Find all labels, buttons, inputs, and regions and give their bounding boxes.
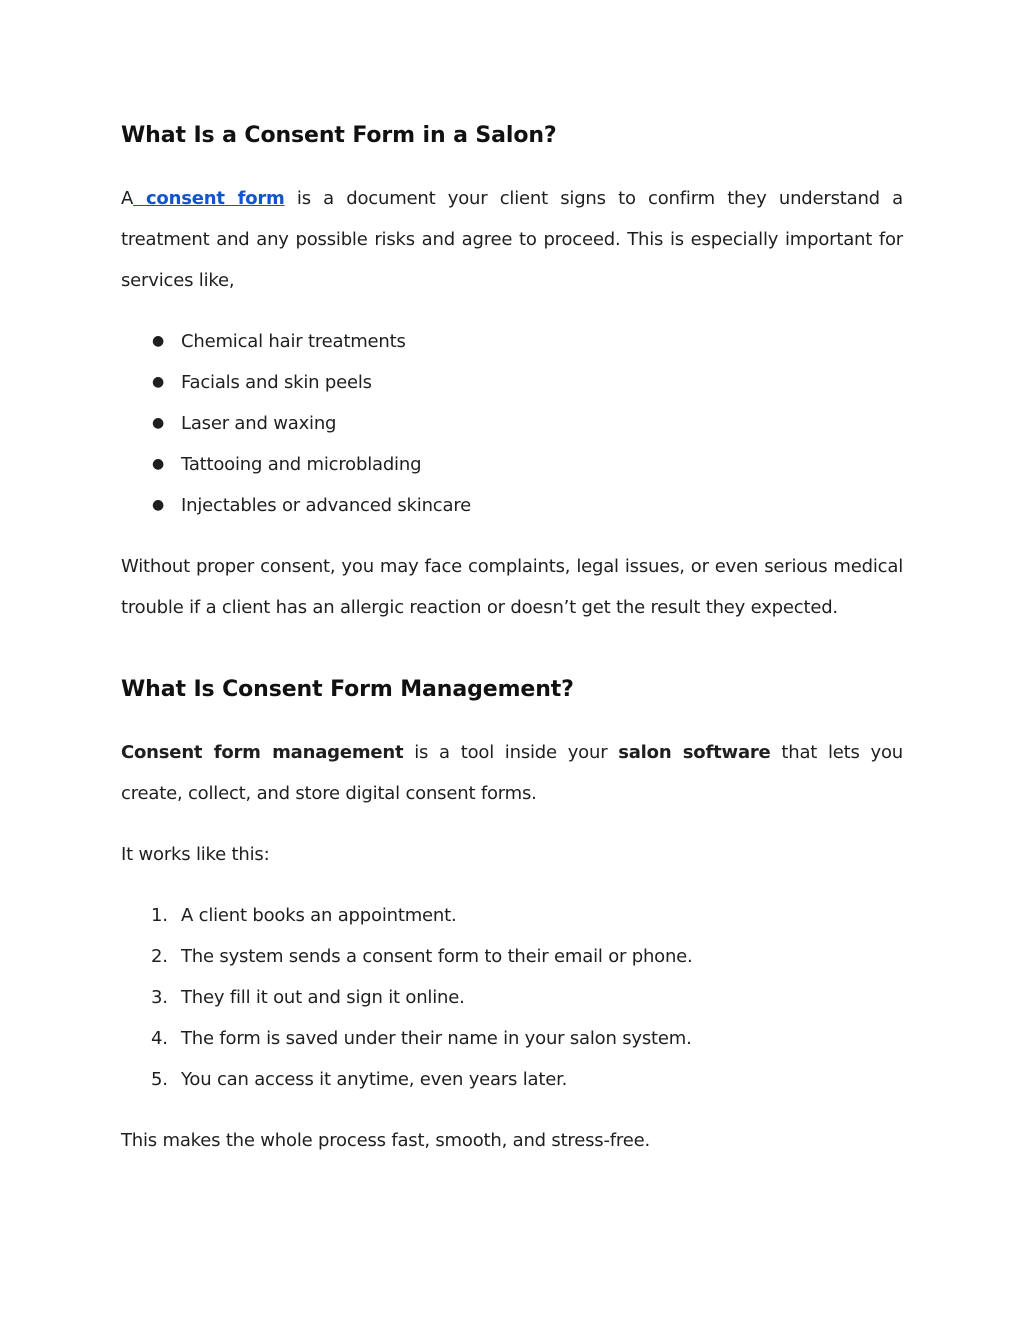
consent-management-definition: Consent form management is a tool inside your salon software that lets you create, collect, and store digital consent forms. — [121, 742, 903, 804]
consent-form-link[interactable]: consent form — [133, 188, 285, 209]
bullet-icon: ● — [152, 415, 165, 431]
step-number: 5. — [151, 1069, 168, 1090]
list-item: ● Facials and skin peels — [121, 362, 903, 403]
section-heading-consent-management: What Is Consent Form Management? — [121, 677, 574, 702]
list-item: ● Laser and waxing — [121, 403, 903, 444]
bullet-icon: ● — [152, 374, 165, 390]
list-item: 3. They fill it out and sign it online. — [121, 977, 903, 1018]
list-item: ● Injectables or advanced skincare — [121, 485, 903, 526]
step-number: 4. — [151, 1028, 168, 1049]
intro-prefix: A — [121, 188, 134, 209]
consent-warning-paragraph: Without proper consent, you may face complaints, legal issues, or even serious medical trouble if a client has an allergic reaction or doesn’t get the result they expected. — [121, 556, 903, 618]
document-content — [121, 113, 903, 1161]
step-number: 3. — [151, 987, 168, 1008]
step-number: 2. — [151, 946, 168, 967]
list-item: ● Tattooing and microblading — [121, 444, 903, 485]
process-steps-list — [121, 895, 903, 1100]
list-item: 1. A client books an appointment. — [121, 895, 903, 936]
step-number: 1. — [151, 905, 168, 926]
conclusion-paragraph: This makes the whole process fast, smooth, and stress-free. — [121, 1130, 650, 1151]
list-item: 5. You can access it anytime, even years later. — [121, 1059, 903, 1100]
consent-form-definition — [121, 178, 903, 301]
services-bullet-list — [121, 321, 903, 526]
bold-term-salon-software: salon software — [618, 742, 771, 763]
list-item: ● Chemical hair treatments — [121, 321, 903, 362]
section-heading-consent-form: What Is a Consent Form in a Salon? — [121, 123, 557, 148]
bullet-icon: ● — [152, 456, 165, 472]
list-item: 4. The form is saved under their name in your salon system. — [121, 1018, 903, 1059]
bullet-icon: ● — [152, 497, 165, 513]
bullet-icon: ● — [152, 333, 165, 349]
bold-term-consent-management: Consent form management — [121, 742, 404, 763]
intro-rest: is a document your client signs to confirm they understand a treatment and any possible risks and agree to proceed. This is especially important for services like, — [121, 188, 903, 291]
list-item: 2. The system sends a consent form to their email or phone. — [121, 936, 903, 977]
works-like-intro: It works like this: — [121, 844, 270, 865]
